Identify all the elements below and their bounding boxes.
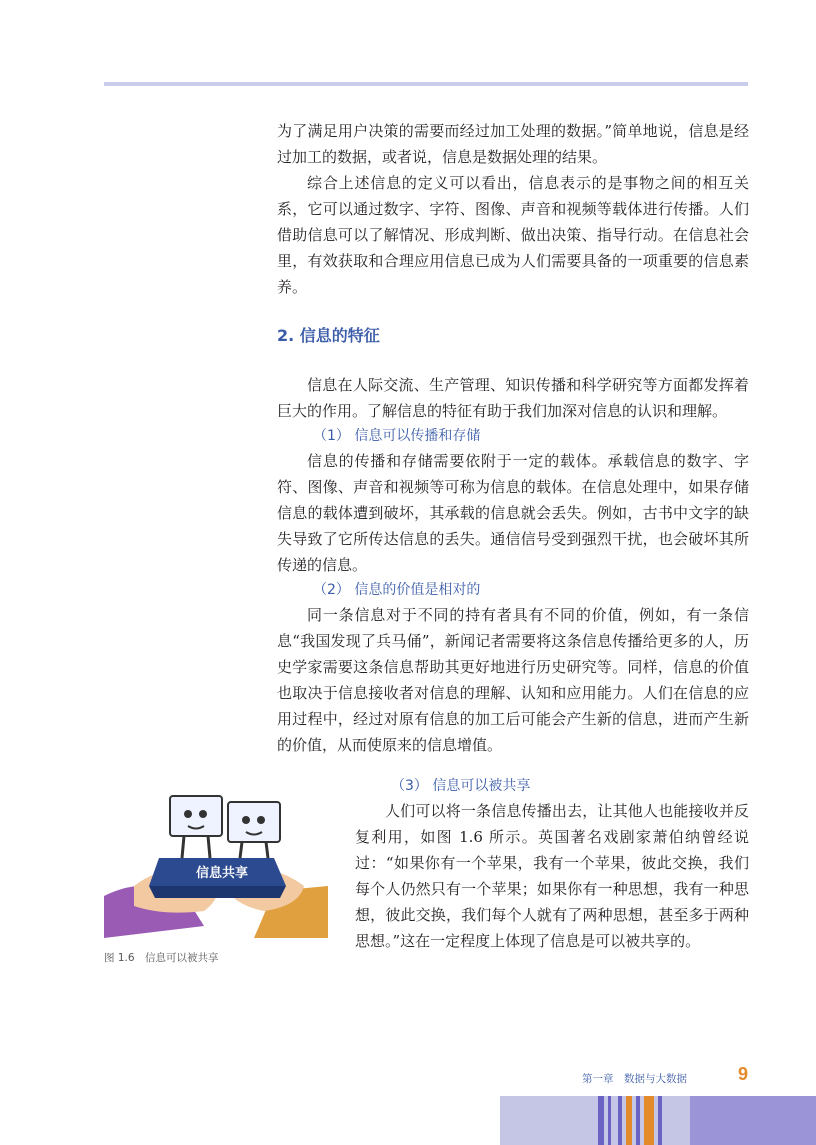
paragraph: 信息的传播和存储需要依附于一定的载体。承载信息的数字、字符、图像、声音和视频等可称为信息的载体。在信息处理中，如果存储信息的载体遭到破坏，其承载的信息就会丢失。例如，古书中文字的缺失导致了它所传达信息的丢失。通信信号受到强烈干扰，也会破坏其所传递的信息。 — [277, 452, 749, 574]
monitor-leg — [266, 842, 268, 858]
footer-stripe — [608, 1096, 611, 1145]
body-block-3 — [355, 774, 749, 954]
section-heading: 2. 信息的特征 — [277, 326, 380, 345]
footer-stripe — [644, 1096, 654, 1145]
footer-stripe — [658, 1096, 662, 1145]
eye-icon — [199, 810, 207, 818]
page-number: 9 — [738, 1064, 749, 1084]
eye-icon — [184, 810, 192, 818]
figure-info-sharing — [104, 786, 328, 938]
figure-caption: 图 1.6 信息可以被共享 — [104, 952, 219, 964]
monitor-left-icon — [170, 796, 222, 836]
paragraph: 为了满足用户决策的需要而经过加工处理的数据。”简单地说，信息是经过加工的数据，或者说，信息是数据处理的结果。 — [277, 122, 749, 166]
eye-icon — [242, 816, 250, 824]
monitor-leg — [208, 836, 210, 858]
footer-stripe — [618, 1096, 622, 1145]
footer-band — [500, 1096, 816, 1145]
paragraph: 信息在人际交流、生产管理、知识传播和科学研究等方面都发挥着巨大的作用。了解信息的特征有助于我们加深对信息的认识和理解。 — [277, 376, 749, 420]
paragraph: 同一条信息对于不同的持有者具有不同的价值，例如，有一条信息“我国发现了兵马俑”，新闻记者需要将这条信息传播给更多的人，历史学家需要这条信息帮助其更好地进行历史研究等。同样，信息的价值也取决于信息接收者对信息的理解、认知和应用能力。人们在信息的应用过程中，经过对原有信息的加工后可能会产生新的信息，进而产生新的价值，从而使原来的信息增值。 — [277, 606, 749, 754]
figure-label: 信息共享 — [195, 866, 248, 881]
monitor-leg — [182, 836, 184, 858]
body-block-1 — [277, 118, 749, 300]
footer-stripe — [690, 1096, 816, 1145]
eye-icon — [257, 816, 265, 824]
monitor-leg — [240, 842, 242, 858]
subheading: （3） 信息可以被共享 — [391, 778, 531, 794]
subheading: （1） 信息可以传播和存储 — [313, 428, 481, 444]
chapter-label: 第一章 数据与大数据 — [582, 1073, 687, 1085]
header-rule — [104, 82, 748, 86]
paragraph: 综合上述信息的定义可以看出，信息表示的是事物之间的相互关系，它可以通过数字、字符、图像、声音和视频等载体进行传播。人们借助信息可以了解情况、形成判断、做出决策、指导行动。在信息社会里，有效获取和合理应用信息已成为人们需要具备的一项重要的信息素养。 — [277, 174, 749, 296]
footer-stripe — [598, 1096, 604, 1145]
paragraph: 人们可以将一条信息传播出去，让其他人也能接收并反复利用，如图 1.6 所示。英国著名戏剧家萧伯纳曾经说过：“如果你有一个苹果，我有一个苹果，彼此交换，我们每个人仍然只有一个苹果；如果你有一种思想，我有一种思想，彼此交换，我们每个人就有了两种思想，甚至多于两种思想。”这在一定程度上体现了信息是可以被共享的。 — [355, 802, 749, 950]
subheading: （2） 信息的价值是相对的 — [313, 582, 481, 598]
body-block-2 — [277, 372, 749, 758]
footer-stripe — [626, 1096, 632, 1145]
platform-edge-shape — [149, 886, 286, 898]
monitor-right-icon — [228, 802, 280, 842]
footer-stripe — [636, 1096, 640, 1145]
